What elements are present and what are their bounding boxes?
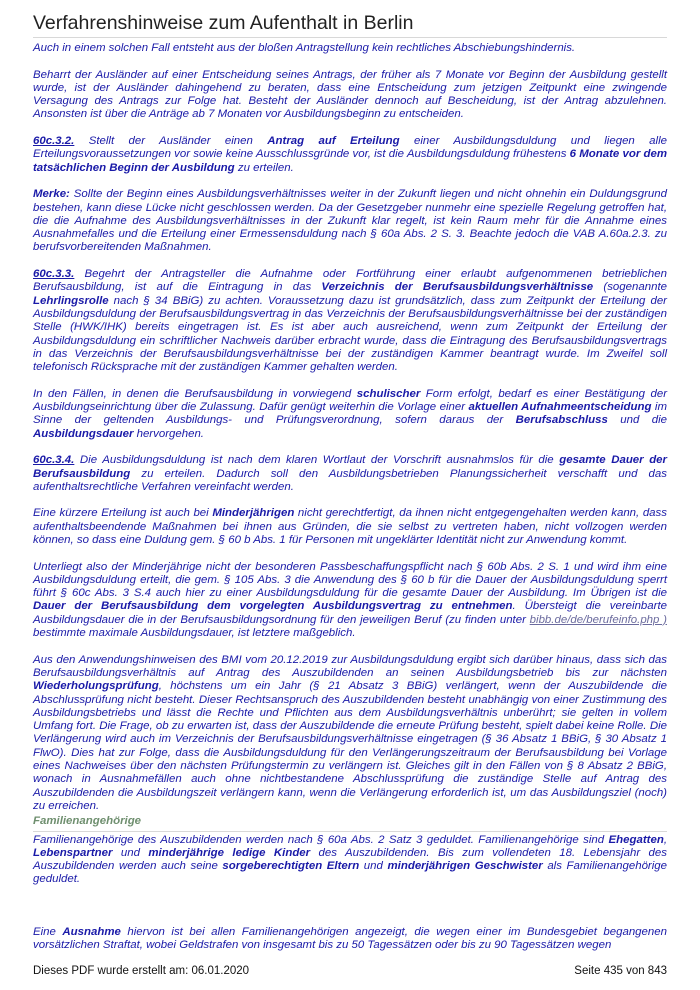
text: hervorgehen. — [133, 427, 204, 440]
text: und — [112, 846, 149, 859]
paragraph — [33, 135, 667, 175]
footer-page-number: Seite 435 von 843 — [574, 965, 667, 977]
text: Unterliegt also der Minderjährige nicht der besonderen Passbeschaffungspflicht nach § 60b Abs. 2 S. 1 und wird ihm eine Ausbildungsduldung erteilt, die gem. § 105 Abs. 3 die Anwendung des § 60 b für die Dauer der Ausbildungsduldung sperrt führt § 60c Abs. 3 S.4 auch hier zu einer Ausbildungsduldung für die gesamte Dauer der Ausbildung. Im Übrigen ist die — [33, 560, 667, 600]
text: Aus den Anwendungshinweisen des BMI vom 20.12.2019 zur Ausbildungsduldung ergibt sich darüber hinaus, dass sich das Berufsausbildungsverhältnis auf Antrag des Auszubildenden an seinen Ausbildungsbetrieb bis zur nächsten — [33, 653, 667, 679]
text: Auch in einem solchen Fall entsteht aus der bloßen Antragstellung kein rechtliches Abschiebungshindernis. — [33, 42, 576, 54]
text: einer Ausbildungsduldung und liegen alle Erteilungsvoraussetzungen vor sowie keine Ausschlussgründe vor, ist die Ausbildungsduldung frühestens — [33, 135, 667, 161]
section-ref-link[interactable]: 60c.3.4. — [33, 454, 75, 467]
bibb-link[interactable]: bibb.de/de/berufeinfo.php ) — [529, 613, 667, 626]
bold-text: minderjährige ledige Kinder — [148, 846, 311, 859]
text: im Sinne der geltenden Ausbildungs- und Prüfungsverordnung, sofern daraus der — [33, 401, 667, 427]
bold-text: Dauer der Berufsausbildung dem vorgelegten Ausbildungsvertrag zu entnehmen — [33, 600, 513, 613]
subheading-divider — [33, 831, 667, 832]
bold-text: Antrag auf Erteilung — [267, 135, 400, 148]
text: . Übersteigt die vereinbarte Ausbildungsdauer die in der Berufsausbildungsordnung für den jeweiligen Beruf (zu finden unter — [33, 600, 668, 626]
bold-text: Berufsabschluss — [515, 414, 608, 427]
paragraph — [33, 69, 667, 122]
text: und die — [607, 414, 668, 427]
paragraph — [33, 42, 667, 55]
text: Begehrt der Antragsteller die Aufnahme oder Fortführung einer erlaubt aufgenommenen betrieblichen Berufsausbildung, ist auf die Eintragung in das — [33, 268, 667, 294]
page-title: Verfahrenshinweise zum Aufenthalt in Berlin — [33, 12, 414, 34]
bold-text: Minderjährigen — [212, 507, 295, 520]
text: Die Ausbildungsduldung ist nach dem klaren Wortlaut der Vorschrift ausnahmslos für die — [74, 454, 560, 467]
paragraph — [33, 188, 667, 254]
bold-text: Wiederholungsprüfung — [33, 680, 159, 693]
text: hiervon ist bei allen Familienangehörigen angezeigt, die wegen einer im Bundesgebiet begangenen vorsätzlichen Straftat, wobei Geldstrafen von insgesamt bis zu 50 Tagessätzen oder bis zu 90 Tagessätzen wegen — [33, 926, 667, 952]
document-body — [33, 42, 667, 966]
text: nicht gerechtfertigt, da ihnen nicht entgegengehalten werden kann, dass aufenthaltsbeendende Maßnahmen bei ihnen aus Gründen, die sie selbst zu vertreten haben, nicht vollzogen werden können, so dass eine Duldung gem. § 60 b Abs. 1 für Personen mit ungeklärter Identität nicht zur Anwendung kommt. — [33, 507, 667, 546]
text: In den Fällen, in denen die Berufsausbildung in vorwiegend — [33, 387, 357, 400]
spacer — [33, 900, 667, 926]
paragraph — [33, 388, 667, 441]
bold-text: Lebenspartner — [33, 846, 113, 859]
text: und — [359, 860, 388, 873]
text: Sollte der Beginn eines Ausbildungsverhältnisses weiter in der Zukunft liegen und nicht ohnehin ein Duldungsgrund bestehen, kann diese Lücke nicht geschlossen werden. Da der Gesetzgeber nunmehr eine spezielle Regelung getroffen hat, die die Aufnahme des Ausbildungsverhältnisses in der Zukunft klar regelt, ist kein Raum mehr für die Annahme eines Ausnahmefalles und die Erteilung einer Ermessensduldung nach § 60a Abs. 2 S. 3. Beachte jedoch die VAB A.60a.2.3. zu berufsvorbereitenden Maßnahmen. — [33, 188, 667, 254]
bold-text: schulischer — [356, 387, 421, 400]
bold-text: sorgeberechtigten Eltern — [222, 860, 360, 873]
bold-text: aktuellen Aufnahmeentscheidung — [468, 401, 652, 414]
text: zu erteilen. — [234, 161, 294, 174]
text: des Auszubildenden. Bis zum vollendeten 18. Lebensjahr des Auszubildenden werden auch seine — [33, 846, 667, 873]
bold-text: Ausbildungsdauer — [33, 427, 134, 440]
text: Familienangehörige des Auszubildenden werden nach § 60a Abs. 2 Satz 3 geduldet. Familienangehörige sind — [33, 833, 609, 846]
bold-text: Lehrlingsrolle — [33, 294, 109, 307]
text: (sogenannte — [593, 281, 667, 294]
section-ref-link[interactable]: 60c.3.3. — [33, 268, 75, 281]
text: Form erfolgt, bedarf es einer Bestätigung der Ausbildungseinrichtung über die Zulassung. Dafür genügt weiterhin die Vorlage einer — [33, 387, 667, 414]
text: als Familienangehörige geduldet. — [33, 860, 667, 886]
paragraph — [33, 507, 667, 547]
bold-text: 6 Monate vor dem tatsächlichen Beginn der Ausbildung — [33, 148, 667, 174]
text: , höchstens um ein Jahr (§ 21 Absatz 3 BBiG) verlängert, wenn der Auszubildende die Abschlussprüfung nicht besteht. Dieser Rechtsanspruch des Auszubildenden besteht unabhängig von einer Zustimmung des Ausbildungsbetriebs und lässt die Rechte und Pflichten aus dem Ausbildungsverhältnis unberührt; sie gelten in vollem Umfang fort. Die Frage, ob zu erwarten ist, dass der Auszubildende die erneute Prüfung besteht, spielt dabei keine Rolle. Die Verlängerung wird auch im Verzeichnis der Berufsausbildungsverhältnisse eingetragen (§ 36 Absatz 1 BBiG, § 30 Absatz 1 FlwO). Dies hat zur Folge, dass die Ausbildungsduldung für den Verlängerungszeitraum der Berufsausbildung bei Vorlage eines Nachweises über den nächsten Prüfungstermin zu verlängern ist. Gleiches gilt in den Fällen von § 8 Absatz 2 BBiG, wonach in Ausnahmefällen auch ohne nichtbestandene Abschlussprüfung die zuständige Stelle auf Antrag des Auszubildenden die Ausbildungszeit verlängern kann, wenn die Verlängerung erforderlich ist, um das Ausbildungsziel (noch) zu erreichen. — [33, 680, 667, 812]
section-ref-link[interactable]: 60c.3.2. — [33, 135, 75, 148]
bold-text: gesamte Dauer der Berufsausbildung — [33, 454, 667, 480]
section-subheading: Familienangehörige — [33, 815, 142, 828]
paragraph — [33, 561, 667, 641]
text: Eine kürzere Erteilung ist auch bei — [33, 507, 213, 520]
paragraph — [33, 926, 667, 953]
text: nach § 34 BBiG) zu achten. Voraussetzung dazu ist grundsätzlich, dass zum Zeitpunkt der Erteilung der Ausbildungsduldung der Berufsausbildungsvertrag in das Verzeichnis der Berufsausbildungsverhältnisse bei der zuständigen Stelle (HWK/IHK) bereits eingetragen ist. Es ist aber auch ausreichend, wenn zum Zeitpunkt der Erteilung der Ausbildungsduldung ein schriftlicher Nachweis darüber erbracht wurde, dass die Eintragung des Berufsausbildungsvertrags in das Verzeichnis der Berufsausbildungsverhältnisse bei der zuständigen Kammer beantragt wurde. Im Zweifel soll telefonisch Rücksprache mit der zuständigen Kammer gehalten werden. — [33, 294, 667, 374]
paragraph — [33, 268, 667, 374]
text: Beharrt der Ausländer auf einer Entscheidung seines Antrags, der früher als 7 Monate vor Beginn der Ausbildung gestellt wurde, ist der Ausländer dahingehend zu beraten, dass eine Entscheidung zum jetzigen Zeitpunkt eine zwingende Versagung des Antrags zur Folge hat. Besteht der Ausländer dennoch auf Bescheidung, ist der Antrag abzulehnen. Ansonsten ist über die Anträge ab 7 Monaten vor Ausbildungsbeginn zu entscheiden. — [33, 68, 667, 121]
text: Stellt der Ausländer einen — [74, 135, 268, 148]
footer-created-date: Dieses PDF wurde erstellt am: 06.01.2020 — [33, 965, 250, 977]
text: bestimmte maximale Ausbildungsdauer, ist letztere maßgeblich. — [33, 627, 356, 640]
text: , — [663, 833, 667, 846]
header-divider — [33, 37, 667, 38]
bold-text: Ehegatten — [608, 833, 664, 846]
paragraph — [33, 834, 667, 887]
text: Eine — [33, 926, 63, 938]
bold-text: minderjährigen Geschwister — [387, 860, 543, 873]
bold-text: Ausnahme — [62, 926, 121, 938]
bold-text: Merke: — [33, 188, 70, 201]
text: zu erteilen. Dadurch soll den Ausbildungsbetrieben Planungssicherheit verschafft und das aufenthaltsrechtliche Verfahren vereinfacht werden. — [33, 467, 667, 493]
bold-text: Verzeichnis der Berufsausbildungsverhältnisse — [321, 281, 594, 294]
paragraph — [33, 654, 667, 814]
paragraph — [33, 454, 667, 494]
